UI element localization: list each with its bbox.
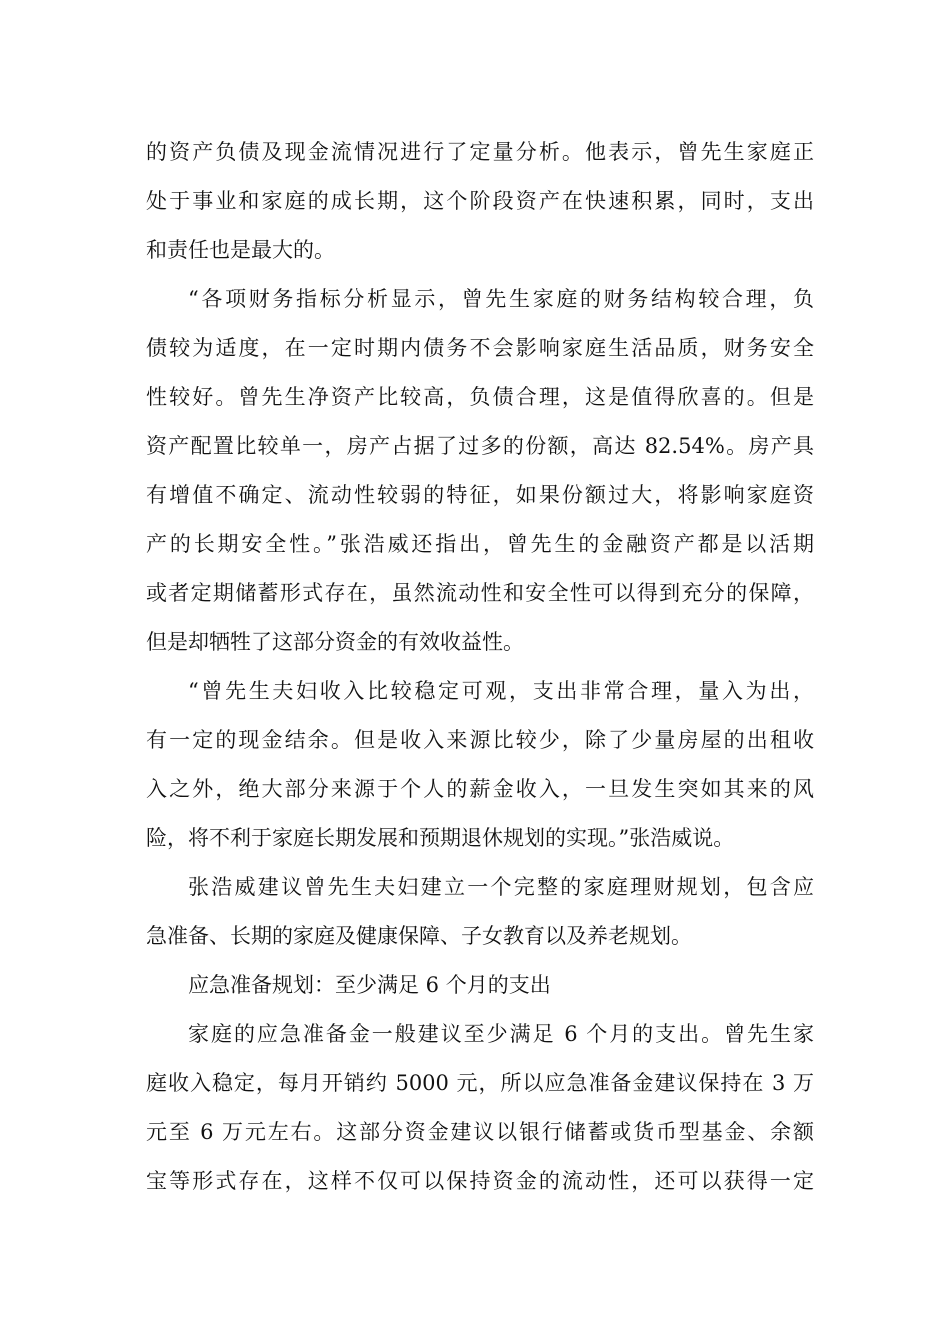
text-line: 有增值不确定、流动性较弱的特征，如果份额过大，将影响家庭资: [146, 483, 814, 507]
text-line: 宝等形式存在，这样不仅可以保持资金的流动性，还可以获得一定: [146, 1169, 814, 1193]
document-body: [146, 128, 814, 1206]
text-line: 家庭的应急准备金一般建议至少满足 6 个月的支出。曾先生家: [188, 1022, 814, 1046]
text-line: “各项财务指标分析显示，曾先生家庭的财务结构较合理，负: [188, 287, 814, 311]
text-line: 急准备、长期的家庭及健康保障、子女教育以及养老规划。: [146, 924, 692, 948]
section-heading: 应急准备规划：至少满足 6 个月的支出: [188, 973, 551, 997]
text-line: 入之外，绝大部分来源于个人的薪金收入，一旦发生突如其来的风: [146, 777, 814, 801]
text-line: “曾先生夫妇收入比较稳定可观，支出非常合理，量入为出，: [188, 679, 814, 703]
text-line: 元至 6 万元左右。这部分资金建议以银行储蓄或货币型基金、余额: [146, 1120, 814, 1144]
text-line: 或者定期储蓄形式存在，虽然流动性和安全性可以得到充分的保障，: [146, 581, 814, 605]
text-line: 产的长期安全性。”张浩威还指出，曾先生的金融资产都是以活期: [146, 532, 814, 556]
text-line: 和责任也是最大的。: [146, 238, 335, 262]
text-line: 处于事业和家庭的成长期，这个阶段资产在快速积累，同时，支出: [146, 189, 814, 213]
text-line: 资产配置比较单一，房产占据了过多的份额，高达 82.54%。房产具: [146, 434, 814, 458]
text-line: 庭收入稳定，每月开销约 5000 元，所以应急准备金建议保持在 3 万: [146, 1071, 814, 1095]
text-line: 但是却牺牲了这部分资金的有效收益性。: [146, 630, 524, 654]
text-line: 有一定的现金结余。但是收入来源比较少，除了少量房屋的出租收: [146, 728, 814, 752]
text-line: 性较好。曾先生净资产比较高，负债合理，这是值得欣喜的。但是: [146, 385, 814, 409]
text-line: 债较为适度，在一定时期内债务不会影响家庭生活品质，财务安全: [146, 336, 814, 360]
text-line: 险，将不利于家庭长期发展和预期退休规划的实现。”张浩威说。: [146, 826, 735, 850]
text-line: 张浩威建议曾先生夫妇建立一个完整的家庭理财规划，包含应: [188, 875, 814, 899]
text-line: 的资产负债及现金流情况进行了定量分析。他表示，曾先生家庭正: [146, 140, 814, 164]
